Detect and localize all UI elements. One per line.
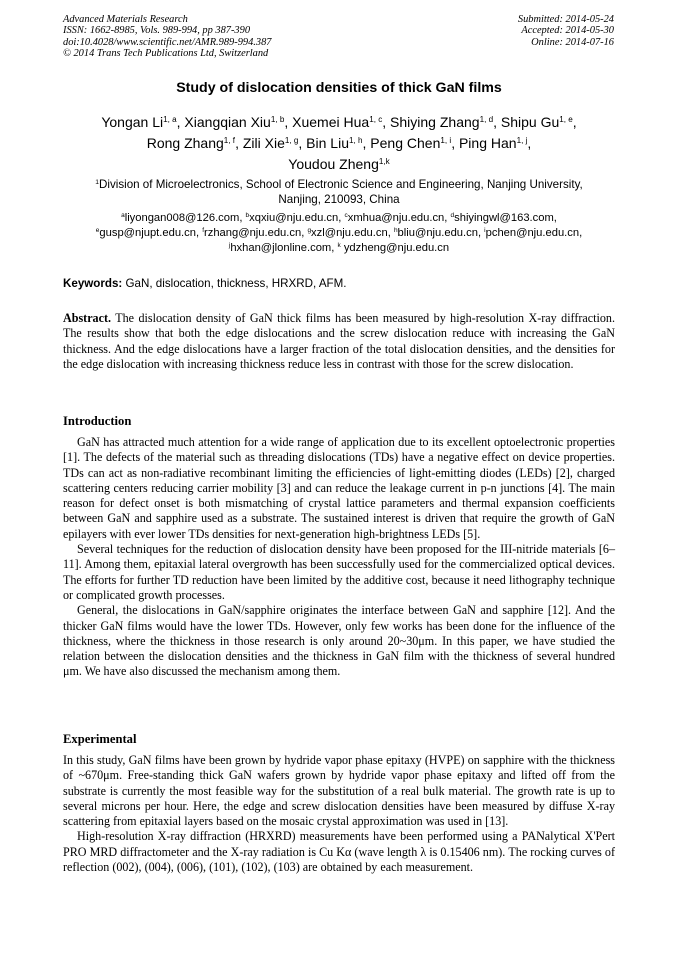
author: Xuemei Hua$^{1, c}$, bbox=[292, 114, 391, 130]
email-entry: $^i$pchen@nju.edu.cn, bbox=[484, 227, 583, 239]
experimental-body bbox=[63, 753, 615, 875]
online-date: Online: 2014-07-16 bbox=[531, 36, 614, 48]
introduction-body bbox=[63, 435, 615, 680]
introduction-heading: Introduction bbox=[63, 414, 132, 428]
paragraph: Several techniques for the reduction of dislocation density have been proposed for the III-nitride materials [6–11]. Among them, epitaxial lateral overgrowth has been successfully used for the commercialized optical devices. The efforts for further TD reduction have been limited by the additive cost, because it need lithography technique or complicated growth processes. bbox=[63, 542, 615, 602]
author-name: Shipu Gu bbox=[500, 114, 560, 130]
keywords-label: Keywords: bbox=[63, 277, 123, 290]
author-name: Xiangqian Xiu bbox=[184, 114, 271, 130]
author-name: Yongan Li bbox=[101, 114, 164, 130]
issn-line: ISSN: 1662-8985, Vols. 989-994, pp 387-390 bbox=[63, 25, 251, 37]
email-link[interactable]: ydzheng@nju.edu.cn bbox=[340, 242, 450, 254]
email-entry: $^g$xzl@nju.edu.cn, bbox=[307, 227, 394, 239]
author-sup: 1, e bbox=[559, 115, 573, 125]
abstract-text: The dislocation density of GaN thick films has been measured by high-resolution X-ray diffraction. The results show that both the edge dislocations and the screw dislocation reduce with increasing the GaN thickness. And the edge dislocations have a larger fraction of the total dislocation densities, and the densities for the edge dislocation with increasing thickness reduce less in contrast with those for the screw dislocation. bbox=[63, 311, 615, 371]
author-sup: 1, b bbox=[270, 115, 285, 125]
author-name: Shiying Zhang bbox=[390, 114, 480, 130]
author-sup: 1, i bbox=[440, 136, 452, 146]
email-entry: $^a$liyongan008@126.com, bbox=[121, 212, 246, 224]
author-sup: 1, d bbox=[479, 115, 494, 125]
author-sup: 1, c bbox=[369, 115, 383, 125]
author-name: Zili Xie bbox=[242, 135, 285, 151]
affiliation bbox=[60, 177, 618, 207]
email-entry: $^c$xmhua@nju.edu.cn, bbox=[344, 212, 451, 224]
author-list bbox=[56, 112, 622, 175]
email-entry: $^e$gusp@njupt.edu.cn, bbox=[95, 227, 203, 239]
paper-title: Study of dislocation densities of thick GaN films bbox=[176, 80, 502, 96]
author: Ping Han$^{1, j}$, bbox=[458, 135, 532, 151]
author-name: Youdou Zheng bbox=[288, 156, 379, 172]
author-name: Peng Chen bbox=[370, 135, 441, 151]
email-entry: $^b$xqxiu@nju.edu.cn, bbox=[245, 212, 345, 224]
email-entry: $^h$bliu@nju.edu.cn, bbox=[393, 227, 485, 239]
accepted-date: Accepted: 2014-05-30 bbox=[521, 25, 614, 37]
paragraph: High-resolution X-ray diffraction (HRXRD) measurements have been performed using a PANalytical X'Pert PRO MRD diffractometer and the X-ray radiation is Cu Kα (wave length λ is 0.15406 nm). The rocking curves of reflection (002), (004), (006), (101), (102), (103) are obtained by each measurement. bbox=[63, 829, 615, 875]
email-link[interactable]: xmhua@nju.edu.cn bbox=[347, 212, 445, 224]
abstract-label: Abstract. bbox=[63, 311, 112, 325]
author: Xiangqian Xiu$^{1, b}$, bbox=[184, 114, 293, 130]
email-entry: $^d$shiyingwl@163.com, bbox=[450, 212, 557, 224]
affiliation-line: Division of Microelectronics, School of Electronic Science and Engineering, Nanjing University, bbox=[99, 178, 583, 191]
paragraph: GaN has attracted much attention for a wide range of application due to its excellent optoelectronic properties [1]. The defects of the material such as threading dislocations (TDs) have a negative effect on device properties. TDs can act as non-radiative recombinant limiting the efficiencies of light-emitting diodes (LEDs) [2], charged scattering centers reducing carrier mobility [3] and can reduce the leakage current in p-n junctions [4]. The main reason for defect onset is both mismatching of crystal lattice parameters and thermal expansion coefficients between GaN and sapphire used as a substrate. The sustained interest is driven that require the growth of GaN epilayers with ever lower TDs densities for next-generation high-brightness LEDs [5]. bbox=[63, 435, 615, 541]
author: Bin Liu$^{1, h}$, bbox=[306, 135, 371, 151]
email-entry: $^f$rzhang@nju.edu.cn, bbox=[202, 227, 308, 239]
author-sup: 1, a bbox=[163, 115, 177, 125]
email-entry: $^k$ ydzheng@nju.edu.cn bbox=[337, 242, 450, 254]
author-sup: 1,k bbox=[378, 157, 390, 167]
email-link[interactable]: bliu@nju.edu.cn bbox=[397, 227, 478, 239]
author: Yongan Li$^{1, a}$, bbox=[101, 114, 185, 130]
email-link[interactable]: pchen@nju.edu.cn bbox=[485, 227, 580, 239]
author-sup: 1, h bbox=[348, 136, 363, 146]
paragraph: General, the dislocations in GaN/sapphire originates the interface between GaN and sapphire [12]. And the thicker GaN films would have the lower TDs. However, only few works has been done for the influence of the thickness, where the thickness in those research is only around 20~30μm. In this paper, we have studied the relation between the dislocation densities and the thickness in GaN film with the thickness of several hundred μm. We have also discussed the mechanism among them. bbox=[63, 603, 615, 679]
affiliation-sup: 1 bbox=[95, 178, 99, 186]
author-name: Bin Liu bbox=[306, 135, 349, 151]
author-sup: 1, f bbox=[223, 136, 236, 146]
author: Shiying Zhang$^{1, d}$, bbox=[390, 114, 501, 130]
author: Shipu Gu$^{1, e}$, bbox=[500, 114, 577, 130]
keywords-text: GaN, dislocation, thickness, HRXRD, AFM. bbox=[125, 277, 347, 290]
email-link[interactable]: rzhang@nju.edu.cn bbox=[204, 227, 302, 239]
submitted-date: Submitted: 2014-05-24 bbox=[517, 14, 614, 25]
author-name: Ping Han bbox=[458, 135, 517, 151]
affiliation-line: Nanjing, 210093, China bbox=[278, 193, 400, 206]
publication-dates bbox=[518, 14, 614, 48]
author-name: Rong Zhang bbox=[146, 135, 224, 151]
author-name: Xuemei Hua bbox=[292, 114, 370, 130]
email-entry: $^j$hxhan@jlonline.com, bbox=[228, 242, 338, 254]
email-link[interactable]: hxhan@jlonline.com bbox=[230, 242, 332, 254]
email-link[interactable]: shiyingwl@163.com bbox=[454, 212, 554, 224]
journal-info bbox=[63, 14, 271, 60]
journal-name: Advanced Materials Research bbox=[63, 14, 188, 25]
doi-line[interactable]: doi:10.4028/www.scientific.net/AMR.989-994.387 bbox=[63, 36, 272, 48]
author-sup: 1, j bbox=[516, 136, 528, 146]
author: Zili Xie$^{1, g}$, bbox=[242, 135, 307, 151]
paragraph: In this study, GaN films have been grown by hydride vapor phase epitaxy (HVPE) on sapphire with the thickness of ~670μm. Free-standing thick GaN wafers grown by hydride vapor phase epitaxy and lifted off from the substrate is currently the most feasible way for the substitution of a real bulk material. The growth rate is up to several microns per hour. Here, the edge and screw dislocation densities have been measured by diffuse X-ray scattering from epitaxial layers based on the mosaic crystal approximation was used in [13]. bbox=[63, 753, 615, 829]
email-link[interactable]: xqxiu@nju.edu.cn bbox=[249, 212, 339, 224]
email-link[interactable]: liyongan008@126.com bbox=[124, 212, 240, 224]
email-link[interactable]: xzl@nju.edu.cn bbox=[311, 227, 388, 239]
author: Peng Chen$^{1, i}$, bbox=[370, 135, 459, 151]
email-link[interactable]: gusp@njupt.edu.cn bbox=[99, 227, 196, 239]
copyright-line: © 2014 Trans Tech Publications Ltd, Switzerland bbox=[63, 48, 269, 60]
author: Rong Zhang$^{1, f}$, bbox=[146, 135, 243, 151]
keywords bbox=[63, 277, 615, 290]
author-sup: 1, g bbox=[284, 136, 299, 146]
abstract bbox=[63, 311, 615, 372]
author bbox=[288, 156, 389, 172]
email-list bbox=[60, 211, 618, 256]
experimental-heading: Experimental bbox=[63, 732, 137, 746]
